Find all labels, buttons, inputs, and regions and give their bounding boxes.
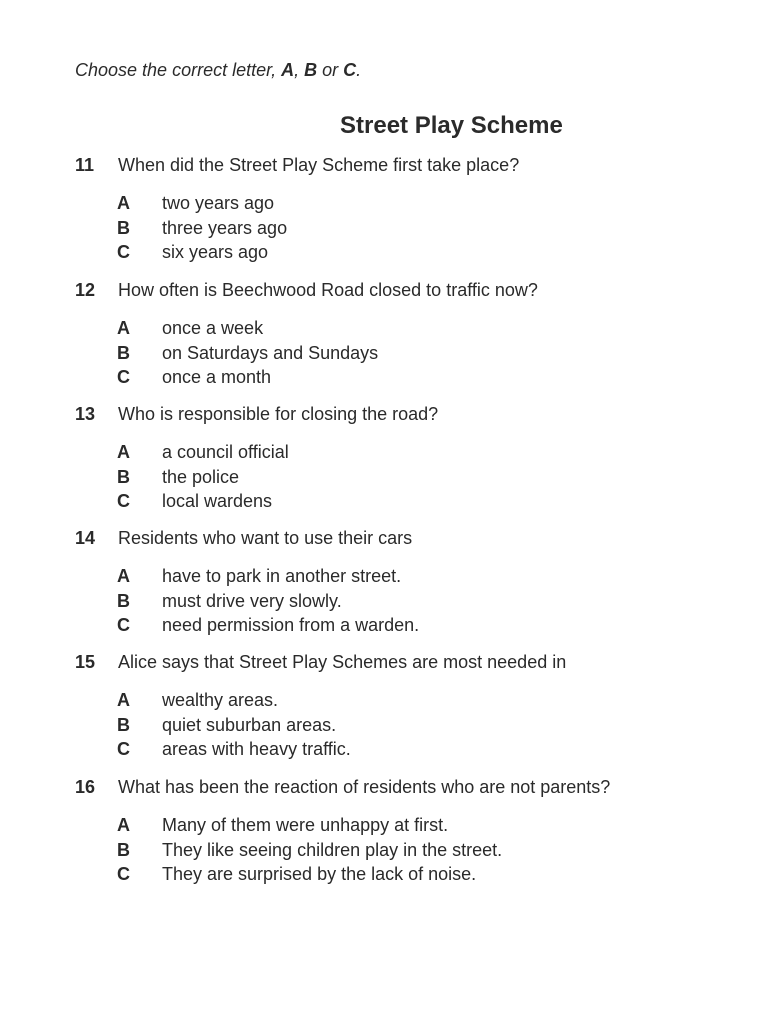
option-letter: A	[117, 442, 130, 462]
option-letter: A	[117, 193, 130, 213]
option-a	[117, 815, 735, 840]
instruction-letter-b: B	[304, 60, 318, 80]
question-number: 11	[75, 155, 95, 175]
option-text: local wardens	[162, 491, 273, 511]
option-c	[117, 491, 735, 516]
question-13	[75, 404, 735, 516]
option-letter: A	[117, 690, 130, 710]
option-c	[117, 615, 735, 640]
option-c	[117, 739, 735, 764]
question-14	[75, 528, 735, 640]
question-text: How often is Beechwood Road closed to traffic now?	[118, 280, 538, 300]
option-a	[117, 318, 735, 343]
option-list	[117, 690, 735, 764]
option-text: They are surprised by the lack of noise.	[162, 864, 477, 884]
question-line	[75, 280, 735, 304]
question-line	[75, 404, 735, 428]
option-b	[117, 467, 735, 492]
option-text: the police	[162, 466, 240, 487]
option-letter: B	[117, 839, 130, 860]
question-line	[75, 528, 735, 552]
option-letter: C	[117, 242, 130, 262]
option-text: once a week	[162, 318, 264, 338]
option-b	[117, 218, 735, 243]
option-text: must drive very slowly.	[162, 590, 342, 611]
option-letter: C	[117, 615, 130, 635]
option-text: on Saturdays and Sundays	[162, 342, 379, 363]
option-list	[117, 442, 735, 516]
question-text: When did the Street Play Scheme first take place?	[118, 155, 520, 175]
instruction-suffix: .	[356, 60, 362, 80]
option-letter: A	[117, 318, 130, 338]
question-12	[75, 280, 735, 392]
option-list	[117, 193, 735, 267]
question-text: Alice says that Street Play Schemes are most needed in	[118, 652, 567, 672]
question-number: 13	[75, 404, 96, 424]
option-text: areas with heavy traffic.	[162, 739, 351, 759]
question-line	[75, 777, 735, 801]
option-letter: B	[117, 342, 130, 363]
question-number: 15	[75, 652, 96, 672]
question-text: Who is responsible for closing the road?	[118, 404, 439, 424]
option-letter: C	[117, 739, 130, 759]
instruction-prefix: Choose the correct letter,	[75, 60, 282, 80]
question-text: What has been the reaction of residents who are not parents?	[118, 777, 611, 797]
option-c	[117, 864, 735, 889]
instruction-separator: or	[317, 60, 344, 80]
option-text: have to park in another street.	[162, 566, 402, 586]
option-letter: B	[117, 714, 130, 735]
option-a	[117, 442, 735, 467]
option-letter: A	[117, 566, 130, 586]
page-title: Street Play Scheme	[340, 112, 563, 139]
option-b	[117, 715, 735, 740]
option-list	[117, 815, 735, 889]
option-b	[117, 591, 735, 616]
question-line	[75, 155, 735, 179]
option-c	[117, 367, 735, 392]
option-letter: C	[117, 864, 130, 884]
option-text: wealthy areas.	[162, 690, 279, 710]
question-text: Residents who want to use their cars	[118, 528, 413, 548]
instruction-text	[75, 60, 361, 81]
option-a	[117, 690, 735, 715]
option-letter: A	[117, 815, 130, 835]
option-text: a council official	[162, 442, 289, 462]
option-b	[117, 343, 735, 368]
option-letter: C	[117, 491, 130, 511]
option-letter: C	[117, 367, 130, 387]
option-text: They like seeing children play in the street.	[162, 839, 503, 860]
option-text: once a month	[162, 367, 272, 387]
instruction-letter-a: A	[281, 60, 295, 80]
question-15	[75, 652, 735, 764]
question-16	[75, 777, 735, 889]
instruction-separator: ,	[294, 60, 305, 80]
option-text: quiet suburban areas.	[162, 714, 337, 735]
option-c	[117, 242, 735, 267]
option-text: six years ago	[162, 242, 269, 262]
question-11	[75, 155, 735, 267]
question-number: 16	[75, 777, 96, 797]
option-letter: B	[117, 590, 130, 611]
option-a	[117, 193, 735, 218]
option-text: Many of them were unhappy at first.	[162, 815, 449, 835]
option-text: two years ago	[162, 193, 275, 213]
question-number: 12	[75, 280, 96, 300]
question-line	[75, 652, 735, 676]
option-letter: B	[117, 466, 130, 487]
option-letter: B	[117, 217, 130, 238]
instruction-letter-c: C	[343, 60, 357, 80]
option-text: three years ago	[162, 217, 288, 238]
question-number: 14	[75, 528, 96, 548]
option-text: need permission from a warden.	[162, 615, 420, 635]
option-b	[117, 840, 735, 865]
option-list	[117, 318, 735, 392]
option-list	[117, 566, 735, 640]
option-a	[117, 566, 735, 591]
